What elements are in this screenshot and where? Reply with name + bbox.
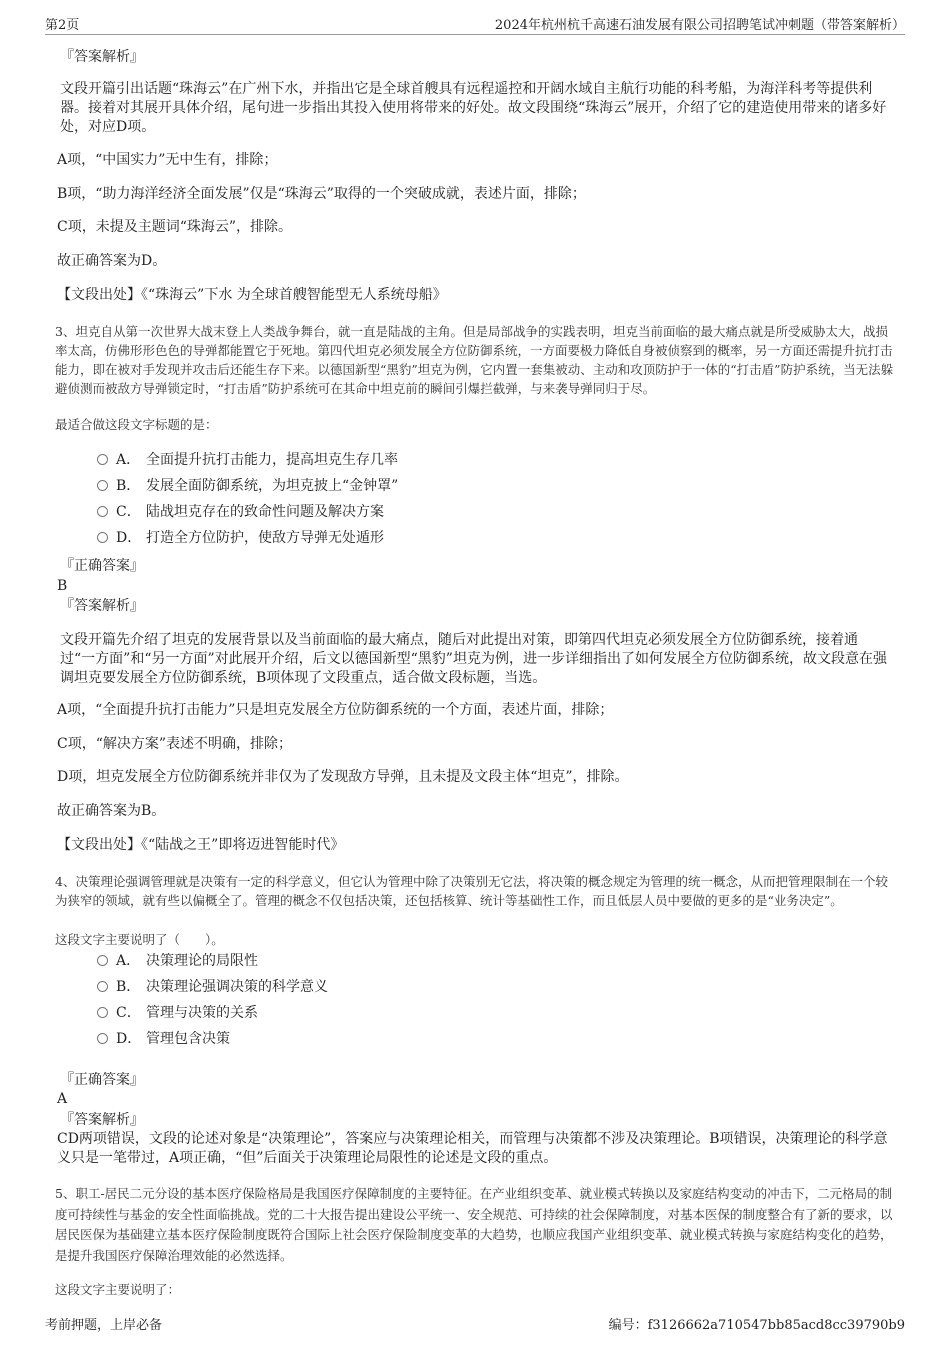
analysis-label: 『答案解析』 xyxy=(60,598,144,614)
radio-icon[interactable] xyxy=(97,1007,108,1018)
question-4-stem: 4、决策理论强调管理就是决策有一定的科学意义，但它认为管理中除了决策别无它法，将决策的概念规定为管理的统一概念，从而把管理限制在一个较为狭窄的领域，就有些以偏概全了。管理的概念不仅包括决策，还包括核算、统计等基础性工作，而且低层人员中要做的更多的是“业务决定”。 xyxy=(55,874,888,908)
question-4-option-b[interactable]: B． 决策理论强调决策的科学意义 xyxy=(97,977,328,997)
question-5-prompt: 这段文字主要说明了： xyxy=(55,1282,181,1297)
question-5-stem: 5、职工-居民二元分设的基本医疗保险格局是我国医疗保障制度的主要特征。在产业组织变革、就业模式转换以及家庭结构变动的冲击下，二元格局的制度可持续性与基金的安全性面临挑战。党的二十大报告提出建设公平统一、安全规范、可持续的社会保障制度，对基本医保的制度整合有了新的要求，以居民医保为基础建立基本医疗保险制度既符合国际上社会医疗保险制度变革的大趋势，也顺应我国产业组织变革、就业模式转换与家庭结构变化的趋势，是提升我国医疗保障治理效能的必然选择。 xyxy=(55,1186,893,1263)
question-4-prompt: 这段文字主要说明了（ ）。 xyxy=(55,932,224,947)
document-id: 编号：f3126662a710547bb85acd8cc39790b9 xyxy=(608,1318,905,1333)
option-c-explanation: C项，“解决方案”表述不明确，排除； xyxy=(57,736,293,752)
radio-icon[interactable] xyxy=(97,454,108,465)
radio-icon[interactable] xyxy=(97,981,108,992)
answer-label: 『正确答案』 xyxy=(60,1072,144,1088)
analysis-text: 文段开篇引出话题“珠海云”在广州下水，并指出它是全球首艘具有远程遥控和开阔水域自主航行功能的科考船，为海洋科考等提供利器。接着对其展开具体介绍，尾句进一步指出其投入使用将带来的好处。故文段围绕“珠海云”展开，介绍了它的建造使用带来的诸多好处，对应D项。 xyxy=(60,81,887,135)
question-4-option-d[interactable]: D． 管理包含决策 xyxy=(97,1029,230,1049)
radio-icon[interactable] xyxy=(97,1033,108,1044)
question-4-option-c[interactable]: C． 管理与决策的关系 xyxy=(97,1003,258,1023)
radio-icon[interactable] xyxy=(97,955,108,966)
option-c-explanation: C项，未提及主题词“珠海云”，排除。 xyxy=(57,219,293,235)
radio-icon[interactable] xyxy=(97,480,108,491)
analysis-text: CD两项错误，文段的论述对象是“决策理论”，答案应与决策理论相关，而管理与决策都不涉及决策理论。B项错误，决策理论的科学意义只是一笔带过，A项正确，“但”后面关于决策理论局限性的论述是文段的重点。 xyxy=(57,1131,888,1166)
option-a-explanation: A项，“全面提升抗打击能力”只是坦克发展全方位防御系统的一个方面，表述片面，排除； xyxy=(57,702,614,718)
document-title: 2024年杭州杭千高速石油发展有限公司招聘笔试冲刺题（带答案解析） xyxy=(494,18,905,33)
analysis-text: 文段开篇先介绍了坦克的发展背景以及当前面临的最大痛点，随后对此提出对策，即第四代坦克必须发展全方位防御系统，接着通过“一方面”和“另一方面”对此展开介绍，后文以德国新型“黑豹”坦克为例，进一步详细指出了如何发展全方位防御系统，故文段意在强调坦克要发展全方位防御系统，B项体现了文段重点，适合做文段标题，当选。 xyxy=(60,632,887,686)
option-d-explanation: D项，坦克发展全方位防御系统并非仅为了发现敌方导弹，且未提及文段主体“坦克”，排除。 xyxy=(57,769,629,785)
question-3-option-b[interactable]: B． 发展全面防御系统，为坦克披上“金钟罩” xyxy=(97,476,398,496)
source-text: 【文段出处】《“珠海云”下水 为全球首艘智能型无人系统母船》 xyxy=(57,287,447,303)
question-4-option-a[interactable]: A． 决策理论的局限性 xyxy=(97,951,258,971)
question-3-option-c[interactable]: C． 陆战坦克存在的致命性问题及解决方案 xyxy=(97,502,384,522)
option-a-explanation: A项，“中国实力”无中生有，排除； xyxy=(57,152,278,168)
source-text: 【文段出处】《“陆战之王”即将迈进智能时代》 xyxy=(57,837,345,853)
answer-value: B xyxy=(57,578,68,594)
radio-icon[interactable] xyxy=(97,532,108,543)
analysis-label: 『答案解析』 xyxy=(60,1112,144,1128)
conclusion-text: 故正确答案为B。 xyxy=(57,803,166,819)
question-3-option-a[interactable]: A． 全面提升抗打击能力，提高坦克生存几率 xyxy=(97,450,398,470)
answer-label: 『正确答案』 xyxy=(60,558,144,574)
page-number: 第2页 xyxy=(45,18,80,33)
footer-slogan: 考前押题，上岸必备 xyxy=(45,1318,163,1333)
question-3-stem: 3、坦克自从第一次世界大战末登上人类战争舞台，就一直是陆战的主角。但是局部战争的实践表明，坦克当前面临的最大痛点就是所受威胁太大，战损率太高，仿佛形形色色的导弹都能置它于死地。第四代坦克必须发展全方位防御系统，一方面要极力降低自身被侦察到的概率，另一方面还需提升抗打击能力，即在被对手发现并攻击后还能生存下来。以德国新型“黑豹”坦克为例，它内置一套集被动、主动和攻顶防护于一体的“打击盾”防护系统，当无法躲避侦测而被敌方导弹锁定时，“打击盾”防护系统可在其命中坦克前的瞬间引爆拦截弹，与来袭导弹同归于尽。 xyxy=(55,324,894,396)
question-3-prompt: 最适合做这段文字标题的是： xyxy=(55,417,218,432)
radio-icon[interactable] xyxy=(97,506,108,517)
question-3-option-d[interactable]: D． 打造全方位防护，使敌方导弹无处遁形 xyxy=(97,528,384,548)
analysis-label: 『答案解析』 xyxy=(60,49,144,65)
page-footer xyxy=(45,1314,905,1334)
page-header xyxy=(45,14,905,35)
conclusion-text: 故正确答案为D。 xyxy=(57,253,167,269)
answer-value: A xyxy=(57,1091,68,1107)
option-b-explanation: B项，“助力海洋经济全面发展”仅是“珠海云”取得的一个突破成就，表述片面，排除； xyxy=(57,186,586,202)
